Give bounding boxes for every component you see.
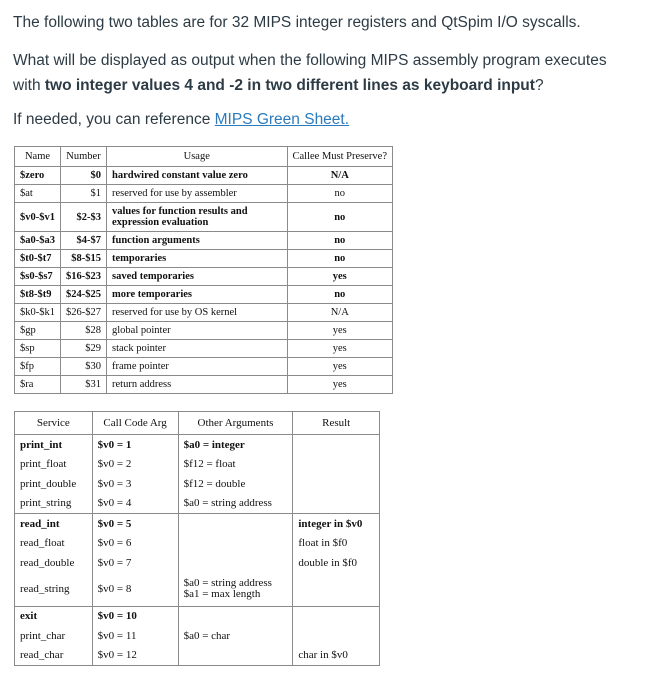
- svc-result: [293, 474, 380, 494]
- reg-number: $28: [61, 322, 107, 340]
- svc-code: $v0 = 1: [92, 435, 178, 455]
- svc-args: $f12 = float: [178, 455, 293, 475]
- reg-name: $t0-$t7: [15, 250, 61, 268]
- reg-number: $2-$3: [61, 203, 107, 232]
- reg-preserve: no: [287, 286, 392, 304]
- svc-result: [293, 435, 380, 455]
- table-row: [15, 573, 380, 607]
- header-other-args: Other Arguments: [178, 412, 293, 435]
- svc-args: [178, 646, 293, 666]
- svc-args: [178, 514, 293, 534]
- table-row: [15, 553, 380, 573]
- table-row: [15, 376, 393, 394]
- reg-name: $fp: [15, 358, 61, 376]
- mips-green-sheet-link[interactable]: MIPS Green Sheet.: [214, 111, 350, 128]
- reg-preserve: yes: [287, 376, 392, 394]
- table-row: [15, 626, 380, 646]
- reg-usage: saved temporaries: [107, 268, 288, 286]
- svc-result: [293, 606, 380, 626]
- header-service: Service: [15, 412, 93, 435]
- svc-args: [178, 553, 293, 573]
- svc-code: $v0 = 7: [92, 553, 178, 573]
- reg-usage: temporaries: [107, 250, 288, 268]
- svc-service: read_char: [15, 646, 93, 666]
- table-row: [15, 646, 380, 666]
- table-row: [15, 514, 380, 534]
- table-row: [15, 322, 393, 340]
- table-row: [15, 494, 380, 514]
- svc-code: $v0 = 10: [92, 606, 178, 626]
- svc-args: $a0 = string address: [178, 494, 293, 514]
- svc-result: [293, 455, 380, 475]
- svc-result: char in $v0: [293, 646, 380, 666]
- reg-name: $k0-$k1: [15, 304, 61, 322]
- reg-usage: reserved for use by OS kernel: [107, 304, 288, 322]
- reg-usage: more temporaries: [107, 286, 288, 304]
- reg-usage: frame pointer: [107, 358, 288, 376]
- svc-service: read_double: [15, 553, 93, 573]
- svc-result: float in $f0: [293, 534, 380, 554]
- table-row: [15, 250, 393, 268]
- question-part2: ?: [534, 77, 544, 94]
- reg-name: $v0-$v1: [15, 203, 61, 232]
- svc-code: $v0 = 3: [92, 474, 178, 494]
- reg-name: $a0-$a3: [15, 232, 61, 250]
- header-result: Result: [293, 412, 380, 435]
- table-row: [15, 455, 380, 475]
- table-row: [15, 606, 380, 626]
- reg-preserve: N/A: [287, 167, 392, 185]
- question-bold: two integer values 4 and -2 in two different lines as keyboard input: [44, 77, 535, 94]
- svc-result: [293, 626, 380, 646]
- reg-preserve: yes: [287, 340, 392, 358]
- svc-service: read_string: [15, 573, 93, 607]
- table-row: [15, 185, 393, 203]
- reg-usage: values for function results and expression evaluation: [107, 203, 288, 232]
- register-table-header: [15, 147, 393, 167]
- reg-name: $ra: [15, 376, 61, 394]
- reg-preserve: yes: [287, 322, 392, 340]
- question-text: [13, 48, 633, 98]
- reference-prefix: If needed, you can reference: [13, 111, 215, 128]
- reg-number: $24-$25: [61, 286, 107, 304]
- table-row: [15, 358, 393, 376]
- table-row: [15, 340, 393, 358]
- table-row: [15, 232, 393, 250]
- table-row: [15, 268, 393, 286]
- question-part1: What will be displayed as output when the following MIPS assembly program executes with: [13, 52, 607, 94]
- reg-number: $31: [61, 376, 107, 394]
- reg-preserve: yes: [287, 268, 392, 286]
- svc-args: [178, 534, 293, 554]
- reg-number: $29: [61, 340, 107, 358]
- reg-usage: return address: [107, 376, 288, 394]
- svc-service: print_int: [15, 435, 93, 455]
- reg-name: $t8-$t9: [15, 286, 61, 304]
- header-name: Name: [15, 147, 61, 167]
- svc-args: [178, 573, 293, 607]
- svc-service: read_int: [15, 514, 93, 534]
- reg-name: $at: [15, 185, 61, 203]
- svc-args: $a0 = char: [178, 626, 293, 646]
- svc-args: $f12 = double: [178, 474, 293, 494]
- svc-result: [293, 494, 380, 514]
- syscall-table-header: [15, 412, 380, 435]
- table-row: [15, 167, 393, 185]
- reg-name: $zero: [15, 167, 61, 185]
- svc-code: $v0 = 11: [92, 626, 178, 646]
- reg-number: $0: [61, 167, 107, 185]
- reg-name: $sp: [15, 340, 61, 358]
- reg-usage: function arguments: [107, 232, 288, 250]
- reg-number: $30: [61, 358, 107, 376]
- svc-code: $v0 = 2: [92, 455, 178, 475]
- syscall-table: [14, 411, 380, 666]
- reference-text: [13, 107, 349, 132]
- svc-code: $v0 = 4: [92, 494, 178, 514]
- svc-service: exit: [15, 606, 93, 626]
- reg-usage: global pointer: [107, 322, 288, 340]
- reg-preserve: no: [287, 185, 392, 203]
- svc-service: print_string: [15, 494, 93, 514]
- register-table: [14, 146, 393, 394]
- reg-usage: stack pointer: [107, 340, 288, 358]
- table-row: [15, 203, 393, 232]
- header-call-code: Call Code Arg: [92, 412, 178, 435]
- reg-number: $8-$15: [61, 250, 107, 268]
- svc-service: print_float: [15, 455, 93, 475]
- svc-args: $a0 = integer: [178, 435, 293, 455]
- reg-name: $s0-$s7: [15, 268, 61, 286]
- svc-args: [178, 606, 293, 626]
- table-row: [15, 286, 393, 304]
- table-row: [15, 534, 380, 554]
- reg-name: $gp: [15, 322, 61, 340]
- table-row: [15, 474, 380, 494]
- reg-number: $4-$7: [61, 232, 107, 250]
- reg-preserve: no: [287, 232, 392, 250]
- reg-preserve: no: [287, 250, 392, 268]
- header-usage: Usage: [107, 147, 288, 167]
- reg-usage: reserved for use by assembler: [107, 185, 288, 203]
- reg-usage: hardwired constant value zero: [107, 167, 288, 185]
- svc-service: read_float: [15, 534, 93, 554]
- intro-text: The following two tables are for 32 MIPS integer registers and QtSpim I/O syscalls.: [13, 14, 581, 31]
- svc-result: double in $f0: [293, 553, 380, 573]
- svc-args-line2: $a1 = max length: [183, 588, 261, 600]
- reg-number: $1: [61, 185, 107, 203]
- reg-number: $26-$27: [61, 304, 107, 322]
- reg-preserve: yes: [287, 358, 392, 376]
- reg-preserve: no: [287, 203, 392, 232]
- table-row: [15, 304, 393, 322]
- header-number: Number: [61, 147, 107, 167]
- svc-code: $v0 = 8: [92, 573, 178, 607]
- svc-result: integer in $v0: [293, 514, 380, 534]
- svc-code: $v0 = 5: [92, 514, 178, 534]
- table-row: [15, 435, 380, 455]
- svc-service: print_double: [15, 474, 93, 494]
- header-preserve: Callee Must Preserve?: [287, 147, 392, 167]
- svc-args-line1: $a0 = string address: [183, 577, 272, 589]
- reg-preserve: N/A: [287, 304, 392, 322]
- reg-number: $16-$23: [61, 268, 107, 286]
- svc-code: $v0 = 12: [92, 646, 178, 666]
- svc-result: [293, 573, 380, 607]
- svc-service: print_char: [15, 626, 93, 646]
- svc-code: $v0 = 6: [92, 534, 178, 554]
